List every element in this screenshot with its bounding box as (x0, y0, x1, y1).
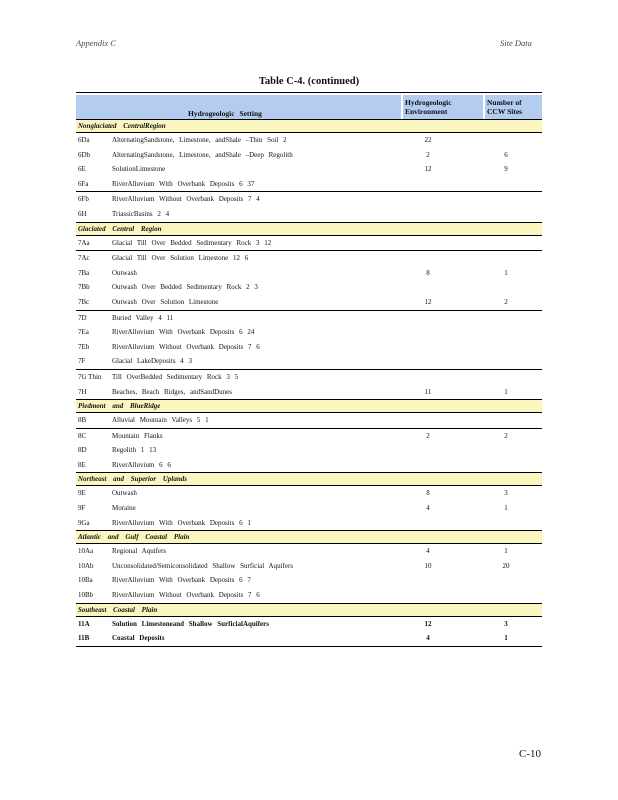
table-row (76, 207, 542, 222)
setting-code: 7Ac (78, 254, 90, 263)
environment-value: 2 (426, 431, 430, 440)
sites-value: 3 (504, 489, 508, 498)
table-row (76, 162, 542, 177)
setting-description: Outwash Over Bedded Sedimentary Rock 2 3 (112, 283, 258, 292)
environment-value: 4 (426, 504, 430, 513)
environment-value: 4 (426, 547, 430, 556)
setting-description: Alluvial Mountain Valleys 5 1 (112, 416, 209, 425)
setting-description: RiverAlluvium With Overbank Deposits 6 1 (112, 518, 251, 527)
sites-value: 1 (504, 634, 508, 643)
setting-description: Mountain Flanks (112, 431, 163, 440)
region-group (76, 120, 542, 223)
table-row (76, 148, 542, 163)
region-heading: Atlantic and Gulf Coastal Plain (76, 531, 542, 544)
table-row (76, 133, 542, 148)
setting-description: Outwash (112, 489, 137, 498)
setting-code: 6Db (78, 150, 91, 159)
setting-description: Beaches, Beach Ridges, andSandDunes (112, 387, 232, 396)
setting-code: 7G Thin (78, 372, 102, 381)
environment-value: 4 (426, 634, 430, 643)
data-table (76, 92, 542, 647)
sites-value: 2 (504, 297, 508, 306)
table-row (76, 501, 542, 516)
row-block (76, 251, 542, 310)
table-row (76, 588, 542, 603)
setting-description: RiverAlluvium Without Overbank Deposits 7 4 (112, 195, 260, 204)
setting-description: RiverAlluvium With Overbank Deposits 6 7 (112, 576, 251, 585)
table-row (76, 631, 542, 646)
setting-code: 7F (78, 357, 86, 366)
table-row (76, 192, 542, 207)
header-cell-environment (403, 95, 483, 119)
setting-description: Solution Limestoneand Shallow SurficialAquifers (112, 619, 269, 628)
row-block (76, 486, 542, 531)
setting-description: RiverAlluvium 6 6 (112, 460, 171, 469)
setting-code: 8D (78, 446, 87, 455)
setting-description: Regolith 1 13 (112, 446, 157, 455)
setting-description: Outwash (112, 268, 137, 277)
sites-value: 3 (504, 619, 508, 628)
region-group (76, 604, 542, 647)
region-group (76, 223, 542, 401)
setting-description: Glacial Till Over Bedded Sedimentary Rock 3 12 (112, 238, 272, 247)
region-heading: Northeast and Superior Uplands (76, 473, 542, 486)
sites-value: 20 (502, 561, 510, 570)
environment-value: 2 (426, 150, 430, 159)
setting-code: 9F (78, 504, 86, 513)
setting-description: RiverAlluvium Without Overbank Deposits 7 6 (112, 342, 260, 351)
setting-description: Buried Valley 4 11 (112, 313, 174, 322)
table-row (76, 325, 542, 340)
environment-value: 11 (424, 387, 432, 396)
row-block (76, 133, 542, 192)
setting-code: 6H (78, 209, 87, 218)
region-group (76, 531, 542, 603)
region-group (76, 473, 542, 531)
row-block (76, 236, 542, 252)
running-header-right: Site Data (500, 38, 532, 48)
table-title: Table C-4. (continued) (258, 76, 360, 87)
table-row (76, 443, 542, 458)
row-block (76, 370, 542, 400)
table-row (76, 251, 542, 266)
header-environment-label: Hydrogeologic Environment (405, 98, 452, 116)
environment-value: 12 (424, 297, 432, 306)
sites-value: 2 (504, 431, 508, 440)
table-top-rule (76, 92, 542, 93)
setting-code: 11A (78, 619, 90, 628)
setting-description: TriassicBasins 2 4 (112, 209, 170, 218)
setting-description: Regional Aquifers (112, 547, 167, 556)
setting-code: 8B (78, 416, 87, 425)
table-row (76, 486, 542, 501)
setting-code: 8C (78, 431, 87, 440)
table-row (76, 236, 542, 251)
page-number: C-10 (519, 748, 541, 760)
environment-value: 8 (426, 489, 430, 498)
sites-value: 1 (504, 504, 508, 513)
setting-code: 7D (78, 313, 87, 322)
sites-value: 1 (504, 268, 508, 277)
setting-code: 7Ba (78, 268, 90, 277)
setting-code: 7Aa (78, 238, 90, 247)
setting-code: 7Ea (78, 328, 89, 337)
setting-description: Glacial LakeDeposits 4 3 (112, 357, 192, 366)
setting-description: RiverAlluvium With Overbank Deposits 6 37 (112, 179, 255, 188)
table-row (76, 266, 542, 281)
region-heading: Nonglaciated CentralRegion (76, 120, 542, 133)
header-cell-setting (76, 95, 401, 119)
table-row (76, 544, 542, 559)
table-header (76, 95, 542, 120)
environment-value: 8 (426, 268, 430, 277)
setting-description: SolutionLimestone (112, 165, 166, 174)
environment-value: 22 (424, 136, 432, 144)
setting-code: 6Da (78, 136, 90, 144)
row-block (76, 413, 542, 429)
setting-description: AlternatingSandstone, Limestone, andShale –Thin Soil 2 (112, 136, 287, 144)
table-row (76, 354, 542, 369)
table-row (76, 617, 542, 632)
setting-code: 7Eb (78, 342, 90, 351)
table-row (76, 280, 542, 295)
setting-code: 11B (78, 634, 90, 643)
setting-code: 6Fb (78, 195, 89, 204)
setting-description: Unconsolidated/Semiconsolidated Shallow Surficial Aquifers (112, 561, 294, 570)
setting-code: 6E (78, 165, 86, 174)
row-block (76, 429, 542, 474)
setting-code: 7Bc (78, 297, 90, 306)
setting-code: 10Bb (78, 591, 94, 600)
sites-value: 1 (504, 387, 508, 396)
setting-description: Till OverBedded Sedimentary Rock 3 5 (112, 372, 239, 381)
sites-value: 1 (504, 547, 508, 556)
row-block (76, 617, 542, 647)
region-group (76, 400, 542, 473)
setting-code: 9E (78, 489, 86, 498)
setting-code: 6Fa (78, 179, 89, 188)
environment-value: 10 (424, 561, 432, 570)
setting-code: 10Ba (78, 576, 93, 585)
row-block (76, 192, 542, 222)
setting-code: 10Ab (78, 561, 94, 570)
setting-description: AlternatingSandstone, Limestone, andShale –Deep Regolith (112, 150, 293, 159)
setting-description: RiverAlluvium With Overbank Deposits 6 24 (112, 328, 255, 337)
region-heading: Piedmont and BlueRidge (76, 400, 542, 413)
setting-code: 7Bb (78, 283, 90, 292)
table-row (76, 429, 542, 444)
setting-code: 9Ga (78, 518, 90, 527)
setting-description: Glacial Till Over Solution Limestone 12 6 (112, 254, 249, 263)
setting-description: Coastal Deposits (112, 634, 165, 643)
setting-description: Moraine (112, 504, 136, 513)
running-header-left: Appendix C (76, 38, 116, 48)
table-body (76, 120, 542, 647)
table-row (76, 516, 542, 531)
table-row (76, 340, 542, 355)
environment-value: 12 (424, 619, 432, 628)
table-row (76, 559, 542, 574)
header-setting-label: Hydrogeologic Setting (188, 109, 262, 118)
table-row (76, 311, 542, 326)
table-row (76, 458, 542, 473)
setting-code: 10Aa (78, 547, 94, 556)
row-block (76, 544, 542, 603)
environment-value: 12 (424, 165, 432, 174)
table-row (76, 413, 542, 428)
region-heading: Glaciated Central Region (76, 223, 542, 236)
header-cell-sites (485, 95, 542, 119)
table-row (76, 573, 542, 588)
table-row (76, 295, 542, 310)
sites-value: 9 (504, 165, 508, 174)
setting-description: RiverAlluvium Without Overbank Deposits 7 6 (112, 591, 260, 600)
setting-code: 7H (78, 387, 87, 396)
sites-value: 6 (504, 150, 508, 159)
setting-code: 8E (78, 460, 86, 469)
table-row (76, 177, 542, 192)
header-sites-label: Number of CCW Sites (487, 98, 523, 116)
table-row (76, 370, 542, 385)
setting-description: Outwash Over Solution Limestone (112, 297, 219, 306)
region-heading: Southeast Coastal Plain (76, 604, 542, 617)
row-block (76, 311, 542, 370)
table-row (76, 385, 542, 400)
